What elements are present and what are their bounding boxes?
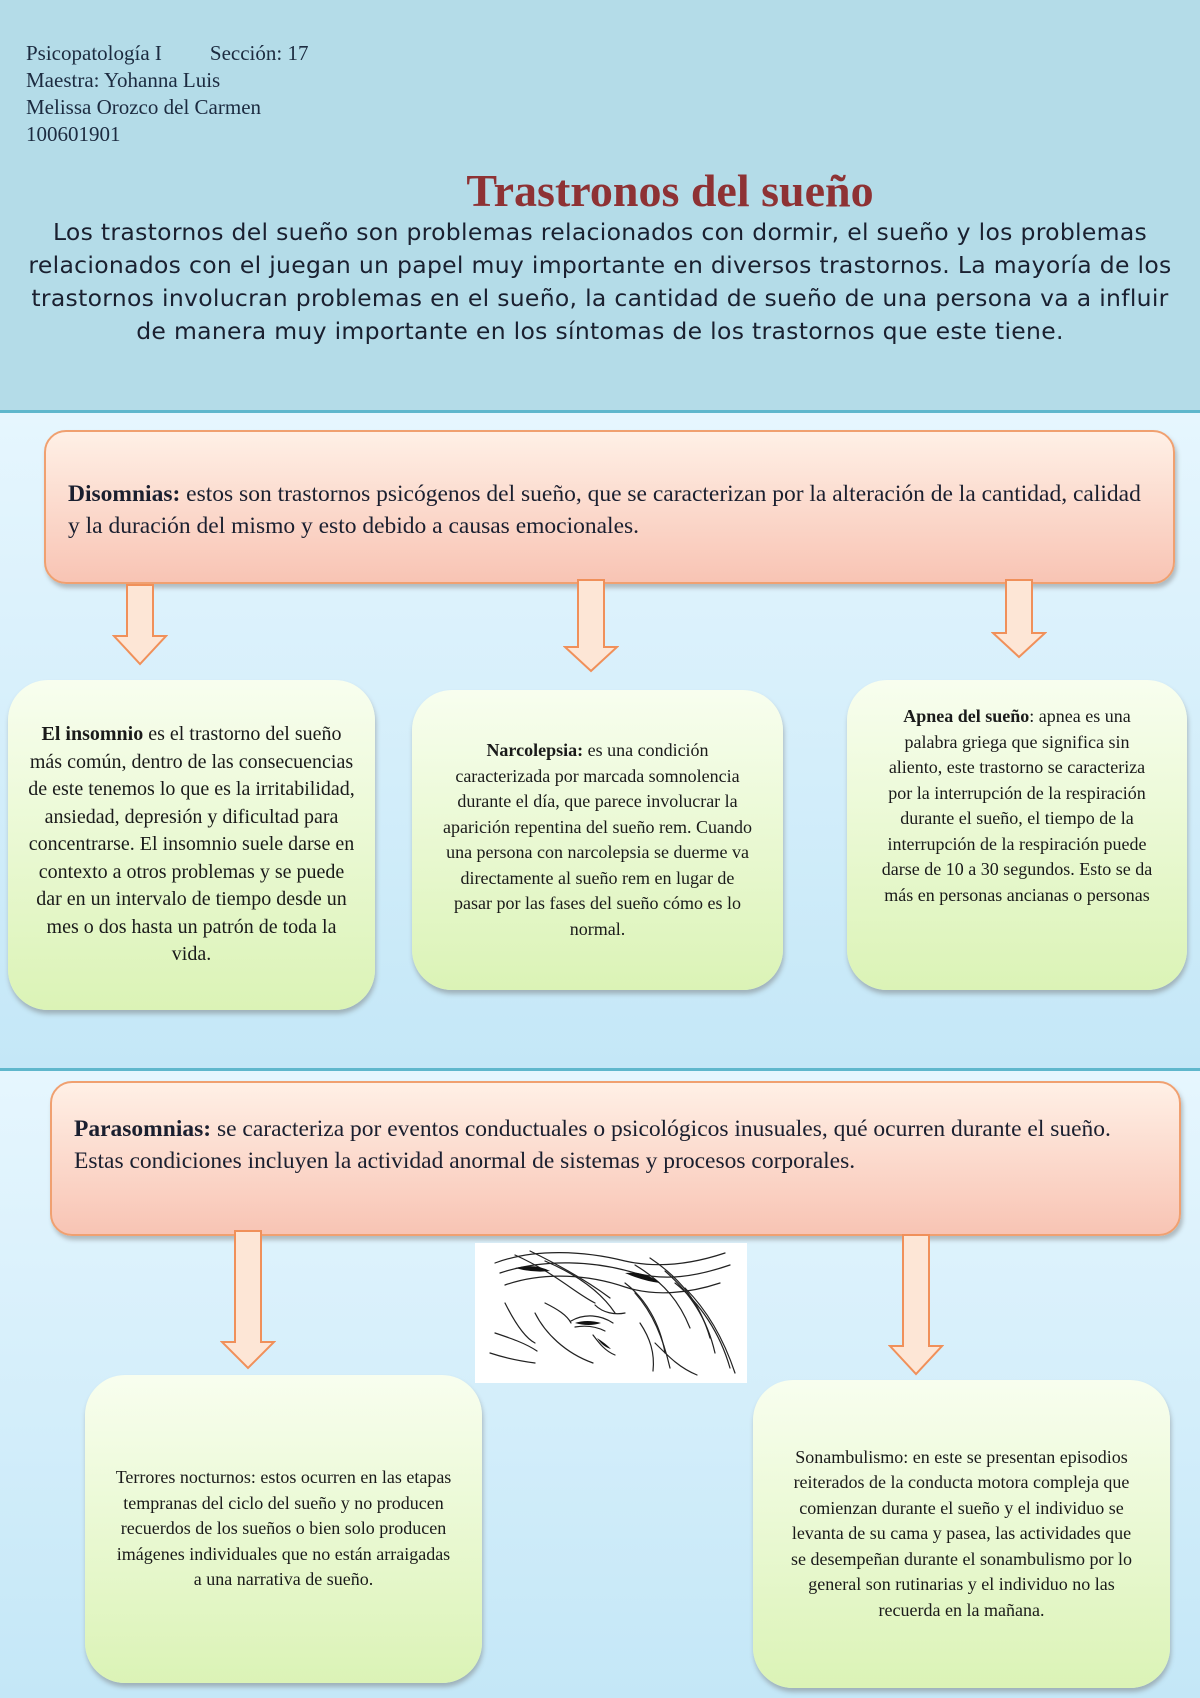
intro-paragraph: Los trastornos del sueño son problemas relacionados con dormir, el sueño y los problemas relacionados con el juegan un papel muy importante en diversos trastornos. La mayoría de los trastornos involucran problemas en el sueño, la cantidad de sueño de una persona va a influir de manera muy importante en los síntomas de los trastornos que este tiene.	[28, 218, 1172, 345]
parasomnias-text: se caracteriza por eventos conductuales o psicológicos inusuales, qué ocurren durante el sueño. Estas condiciones incluyen la actividad anormal de sistemas y procesos corporales.	[74, 1116, 1111, 1174]
arrow-down-icon	[888, 1234, 944, 1376]
disomnias-box	[44, 430, 1175, 584]
arrow-down-icon	[991, 579, 1047, 659]
narcolepsia-term: Narcolepsia:	[486, 740, 584, 760]
narcolepsia-text: es una condición caracterizada por marcada somnolencia durante el día, que parece involucrar la aparición repentina del sueño rem. Cuando una persona con narcolepsia se duerme va directamente al sueño rem en lugar de pasar por las fases del sueño cómo es lo normal.	[443, 740, 752, 939]
terrores-nocturnos-text: Terrores nocturnos: estos ocurren en las etapas tempranas del ciclo del sueño y no producen recuerdos de los sueños o bien solo producen imágenes individuales que no están arraigadas a una narrativa de sueño.	[115, 1467, 452, 1590]
insomnio-box	[8, 680, 375, 1010]
sonambulismo-text: Sonambulismo: en este se presentan episodios reiterados de la conducta motora compleja que comienzan durante el sueño y el individuo se levanta de su cama y pasea, las actividades que se desempeñan durante el sonambulismo por lo general son rutinarias y el individuo no las recuerda en la mañana.	[791, 1446, 1132, 1620]
sonambulismo-box	[753, 1380, 1170, 1688]
arrow-down-icon	[112, 584, 168, 666]
section-number: Sección: 17	[209, 41, 309, 65]
apnea-box	[847, 680, 1187, 990]
apnea-text: : apnea es una palabra griega que significa sin aliento, este trastorno se caracteriza por la interrupción de la respiración durante el sueño, el tiempo de la interrupción de la respiración puede darse de 10 a 30 segundos. Esto se da más en personas ancianas o personas	[881, 706, 1153, 905]
sleeping-woman-illustration	[475, 1243, 747, 1383]
insomnio-text: es el trastorno del sueño más común, dentro de las consecuencias de este tenemos lo que es la irritabilidad, ansiedad, depresión y dificultad para concentrarse. El insomnio suele darse en contexto a otros problemas y se puede dar en un intervalo de tiempo desde un mes o dos hasta un patrón de toda la vida.	[28, 723, 355, 966]
parasomnias-term: Parasomnias:	[74, 1116, 212, 1142]
arrow-down-icon	[220, 1230, 276, 1370]
teacher-name: Maestra: Yohanna Luis	[26, 68, 221, 92]
student-id: 100601901	[26, 122, 121, 146]
student-name: Melissa Orozco del Carmen	[26, 95, 262, 119]
insomnio-term: El insomnio	[41, 723, 144, 746]
disomnias-term: Disomnias:	[68, 481, 181, 507]
page-title: Trastronos del sueño	[466, 165, 874, 216]
disomnias-text: estos son trastornos psicógenos del sueño, que se caracterizan por la alteración de la cantidad, calidad y la duración del mismo y esto debido a causas emocionales.	[68, 481, 1141, 539]
apnea-term: Apnea del sueño	[903, 706, 1030, 726]
terrores-nocturnos-box	[85, 1375, 482, 1683]
parasomnias-box	[50, 1081, 1181, 1236]
course-line	[26, 40, 308, 67]
arrow-down-icon	[563, 579, 619, 673]
narcolepsia-box	[412, 690, 783, 990]
course-name: Psicopatología I	[26, 41, 162, 65]
